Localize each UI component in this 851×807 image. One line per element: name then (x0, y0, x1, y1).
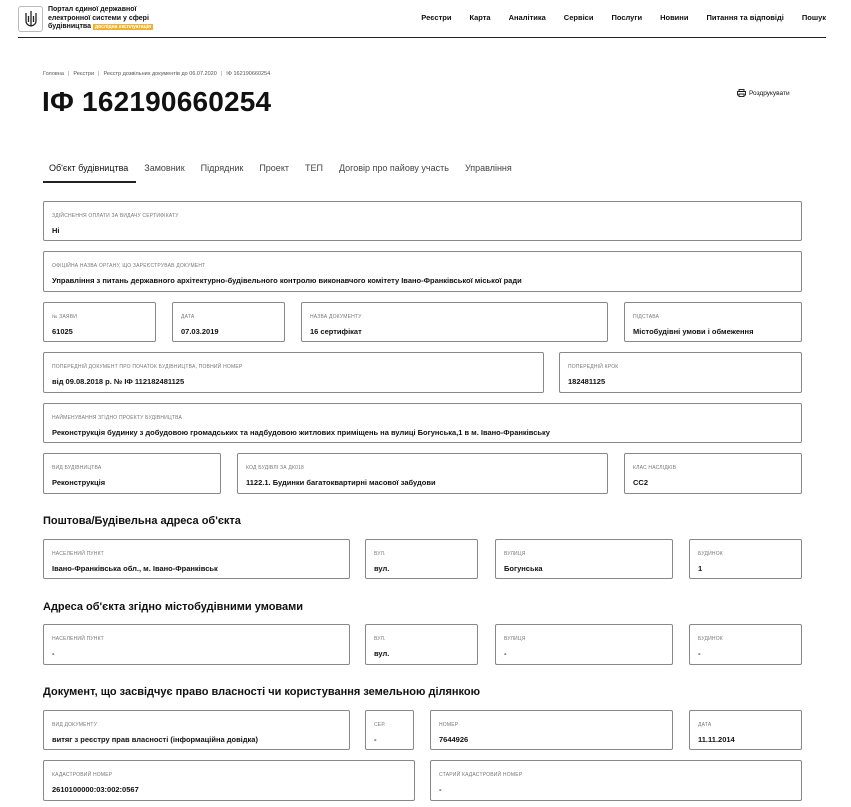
field-value: 2610100000:03:002:0567 (52, 785, 139, 794)
field-label: СЕР. (374, 722, 386, 728)
field-label: ПОПЕРЕДНІЙ ДОКУМЕНТ ПРО ПОЧАТОК БУДІВНИЦТВА, ПОВНИЙ НОМЕР (52, 364, 243, 370)
field-value: вул. (374, 649, 390, 658)
field-label: СТАРИЙ КАДАСТРОВИЙ НОМЕР (439, 772, 523, 778)
field-value: - (698, 649, 701, 658)
urban-street-field (495, 624, 673, 665)
authority-field (43, 251, 802, 292)
tab-contractor[interactable]: Підрядник (200, 163, 244, 173)
page-title: ІФ 162190660254 (42, 86, 272, 117)
field-value: Містобудівні умови і обмеження (633, 327, 754, 336)
field-value: - (52, 649, 55, 658)
field-value: Реконструкція будинку з добудовою громадських та надбудовою житлових приміщень на вулиці Богунська,1 в м. Івано-Франківську (52, 428, 550, 437)
field-label: НОМЕР (439, 722, 459, 728)
field-label: НАСЕЛЕНИЙ ПУНКТ (52, 551, 104, 557)
previous-document-field (43, 352, 544, 393)
nav-map[interactable]: Карта (469, 13, 491, 22)
postal-building-field (689, 539, 802, 579)
breadcrumb: Головна | Реєстри | Реєстр дозвільних документів до 06.07.2020 | ІФ 162190660254 (43, 71, 271, 77)
nav-offerings[interactable]: Послуги (611, 13, 643, 22)
tab-tep[interactable]: ТЕП (304, 163, 323, 173)
field-label: БУДИНОК (698, 551, 723, 557)
field-label: КАДАСТРОВИЙ НОМЕР (52, 772, 113, 778)
basis-field (624, 302, 802, 342)
field-label: НАЙМЕНУВАННЯ ЗГІДНО ПРОЕКТУ БУДІВНИЦТВА (52, 415, 183, 421)
payment-field (43, 201, 802, 241)
building-code-field (237, 453, 608, 494)
breadcrumb-current: ІФ 162190660254 (226, 71, 271, 77)
old-cadastre-number-field (430, 760, 802, 801)
field-value: 07.03.2019 (181, 327, 219, 336)
field-label: КЛАС НАСЛІДКІВ (633, 465, 677, 471)
land-number-field (430, 710, 673, 750)
field-value: Івано-Франківська обл., м. Івано-Франківськ (52, 564, 218, 573)
trident-logo-icon[interactable] (18, 6, 43, 32)
field-label: № ЗАЯВИ (52, 314, 78, 320)
nav-faq[interactable]: Питання та відповіді (706, 13, 784, 22)
tab-contribution[interactable]: Договір про пайову участь (338, 163, 449, 173)
land-series-field (365, 710, 414, 750)
field-label: ОФІЦІЙНА НАЗВА ОРГАНУ, ЩО ЗАРЕЄСТРУВАВ ДОКУМЕНТ (52, 263, 206, 269)
urban-street-type-field (365, 624, 478, 665)
land-doc-type-field (43, 710, 350, 750)
postal-address-heading: Поштова/Будівельна адреса об'єкта (43, 515, 241, 527)
field-label: ДАТА (698, 722, 712, 728)
field-label: БУДИНОК (698, 636, 723, 642)
field-value: - (374, 735, 377, 744)
date-field (172, 302, 285, 342)
field-label: ДАТА (181, 314, 195, 320)
field-value: Ні (52, 226, 60, 235)
field-value: 1 (698, 564, 703, 573)
urban-locality-field (43, 624, 350, 665)
urban-address-heading: Адреса об'єкта згідно містобудівними умовами (43, 601, 304, 613)
document-name-field (301, 302, 608, 342)
field-value: 7644926 (439, 735, 469, 744)
project-name-field (43, 403, 802, 443)
consequence-class-field (624, 453, 802, 494)
nav-analytics[interactable]: Аналітика (508, 13, 546, 22)
field-label: ПІДСТАВА (633, 314, 660, 320)
breadcrumb-registry[interactable]: Реєстр дозвільних документів до 06.07.2020 (103, 71, 217, 77)
field-label: КОД БУДІВЛІ ЗА ДК018 (246, 465, 305, 471)
field-value: вул. (374, 564, 390, 573)
print-button[interactable] (737, 89, 790, 97)
field-value: СС2 (633, 478, 649, 487)
tab-object[interactable]: Об'єкт будівництва (43, 160, 136, 183)
tab-bar (43, 160, 803, 184)
breadcrumb-home[interactable]: Головна (43, 71, 64, 77)
previous-step-field (559, 352, 802, 393)
tab-project[interactable]: Проект (259, 163, 289, 173)
main-nav (403, 13, 826, 22)
tab-management[interactable]: Управління (464, 163, 512, 173)
field-label: НАСЕЛЕНИЙ ПУНКТ (52, 636, 104, 642)
printer-icon (737, 89, 746, 97)
field-label: НАЗВА ДОКУМЕНТУ (310, 314, 362, 320)
field-value: - (504, 649, 507, 658)
field-label: ВИД ДОКУМЕНТУ (52, 722, 98, 728)
beta-badge: дослідна експлуатація (94, 24, 152, 30)
application-number-field (43, 302, 156, 342)
nav-search[interactable]: Пошук (801, 13, 826, 22)
field-value: від 09.08.2018 р. № ІФ 112182481125 (52, 377, 185, 386)
field-value: 182481125 (568, 377, 606, 386)
field-label: ПОПЕРЕДНІЙ КРОК (568, 364, 619, 370)
field-value: 1122.1. Будинки багатоквартирні масової забудови (246, 478, 436, 487)
urban-building-field (689, 624, 802, 665)
field-value: витяг з реєстру прав власності (інформаційна довідка) (52, 735, 258, 744)
postal-street-field (495, 539, 673, 579)
field-value: - (439, 785, 442, 794)
print-label: Роздрукувати (749, 89, 790, 97)
field-label: ВУЛ. (374, 551, 386, 557)
field-value: Реконструкція (52, 478, 106, 487)
site-header (18, 0, 826, 38)
nav-registries[interactable]: Реєстри (421, 13, 452, 22)
tab-customer[interactable]: Замовник (144, 163, 185, 173)
nav-services[interactable]: Сервіси (563, 13, 594, 22)
field-value: 11.11.2014 (698, 735, 735, 744)
field-value: 61025 (52, 327, 73, 336)
nav-news[interactable]: Новини (660, 13, 689, 22)
field-label: ВИД БУДІВНИЦТВА (52, 465, 102, 471)
portal-title[interactable]: Портал єдиної державної електронної системи у сфері будівництва дослідна експлуатація (48, 6, 152, 30)
field-label: ЗДІЙСНЕННЯ ОПЛАТИ ЗА ВИДАЧУ СЕРТИФІКАТУ (52, 213, 179, 219)
field-value: Управління з питань державного архітектурно-будівельного контролю виконавчого комітету Івано-Франківської міської ради (52, 276, 522, 285)
breadcrumb-registries[interactable]: Реєстри (73, 71, 95, 77)
cadastre-number-field (43, 760, 415, 801)
field-label: ВУЛ. (374, 636, 386, 642)
construction-type-field (43, 453, 221, 494)
land-date-field (689, 710, 802, 750)
postal-street-type-field (365, 539, 478, 579)
land-document-heading: Документ, що засвідчує право власності чи користування земельною ділянкою (43, 686, 481, 698)
field-value: 16 сертифікат (310, 327, 362, 336)
field-value: Богунська (504, 564, 543, 573)
postal-locality-field (43, 539, 350, 579)
field-label: ВУЛИЦЯ (504, 551, 526, 557)
field-label: ВУЛИЦЯ (504, 636, 526, 642)
